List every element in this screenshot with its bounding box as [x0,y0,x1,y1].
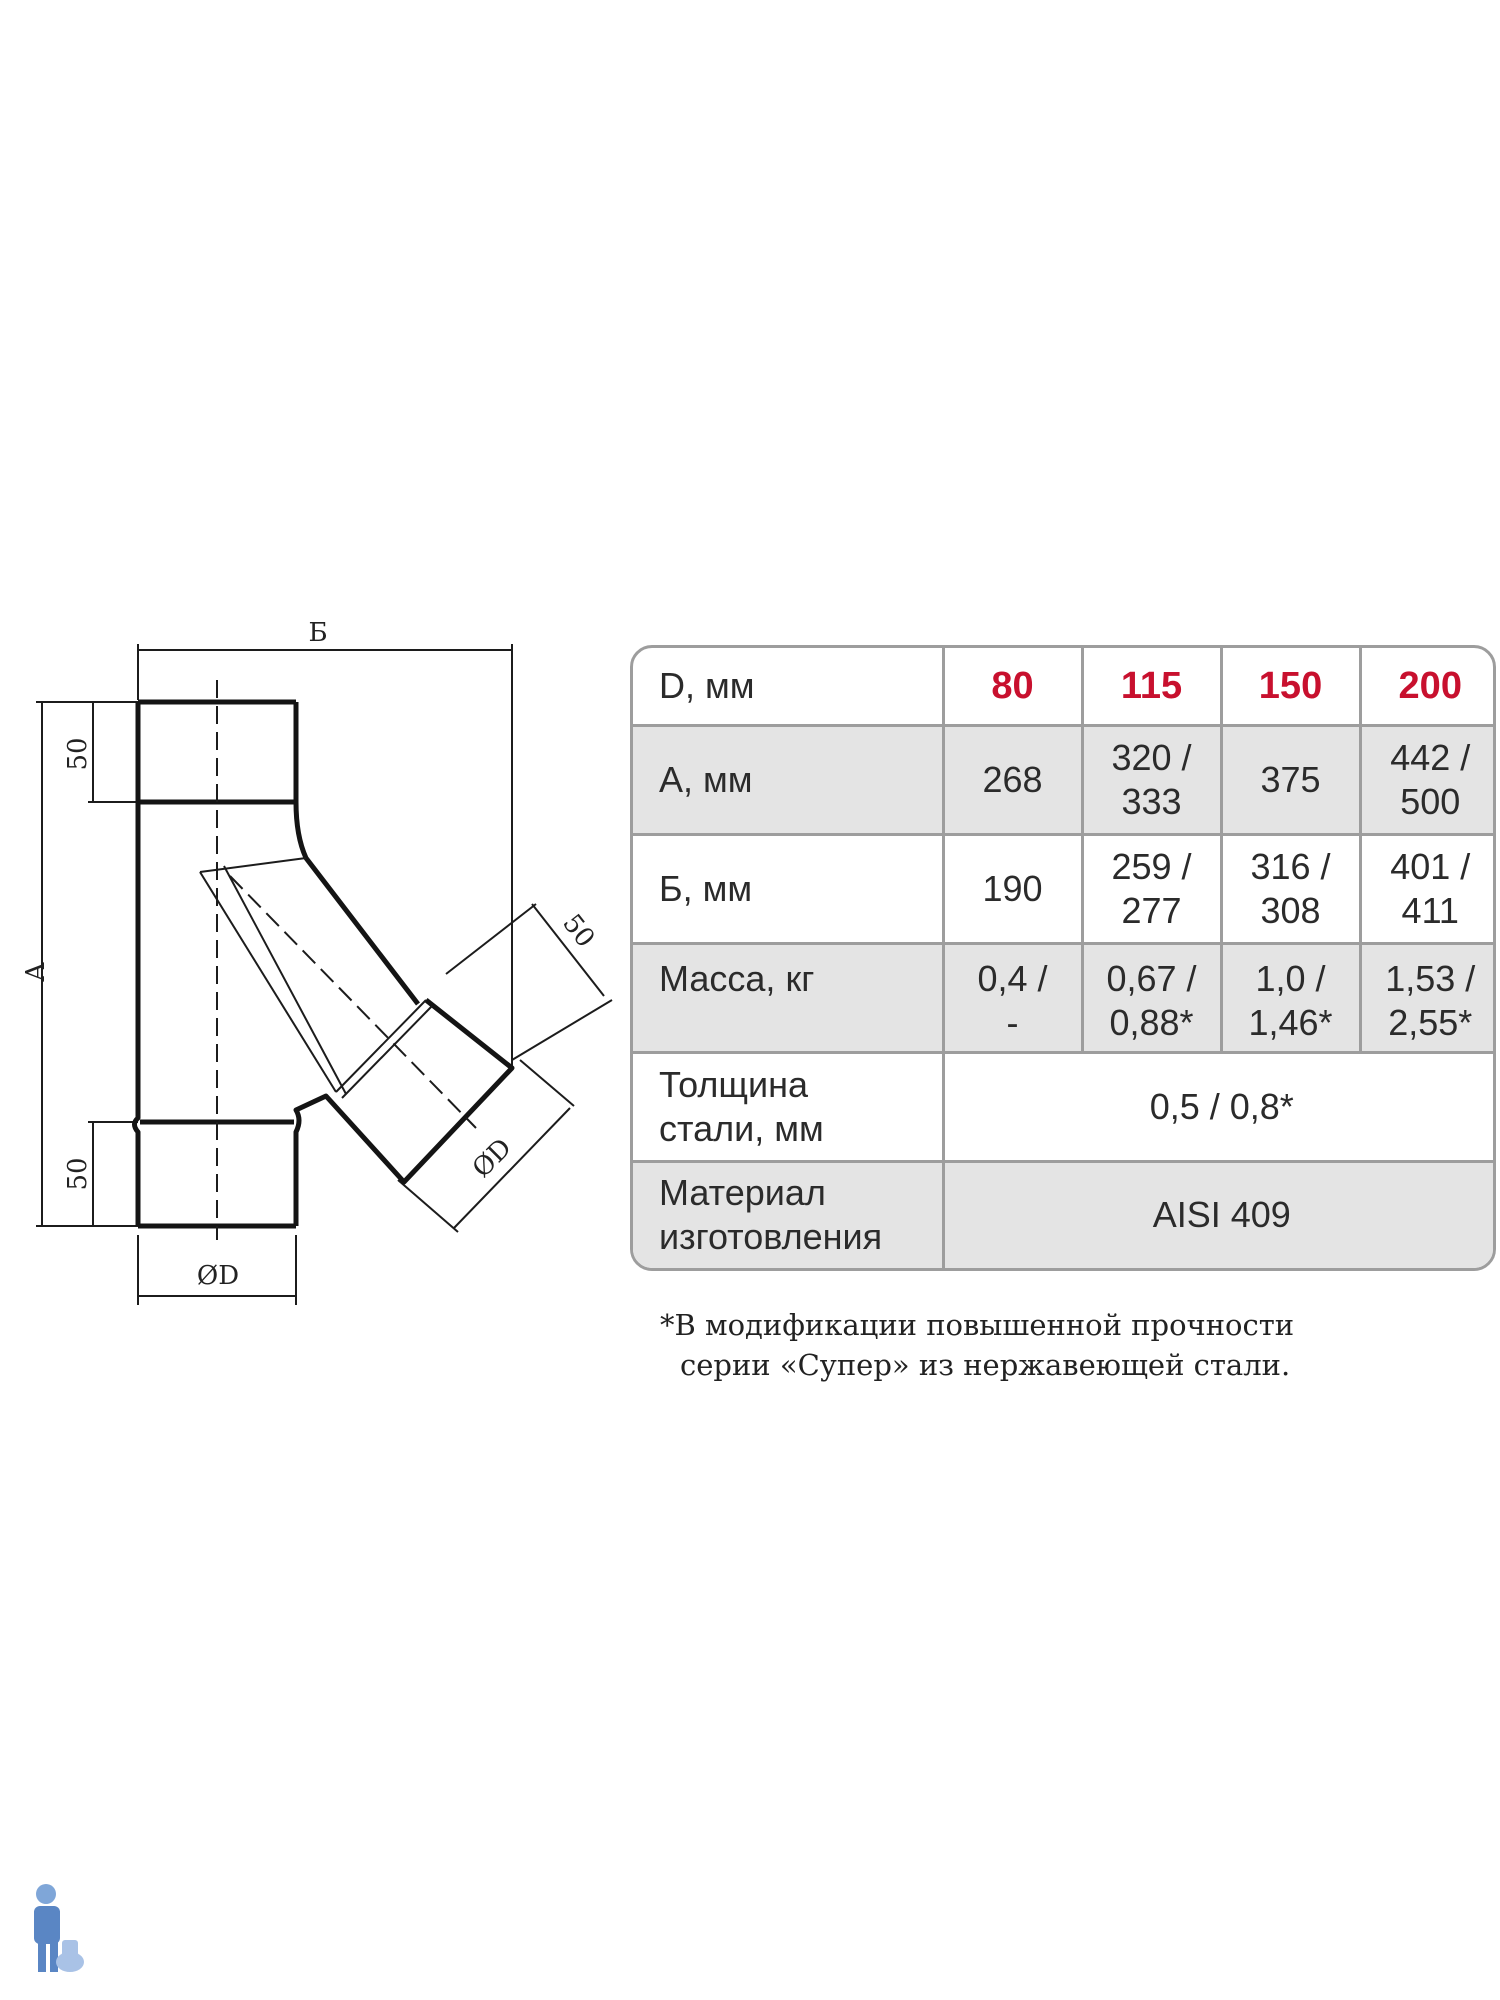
footnote-line-1: *В модификации повышенной прочности [660,1308,1295,1342]
label-branch-socket: 50 [556,908,601,954]
row-label: Материал изготовления [633,1161,943,1268]
table-cell: 375 [1221,725,1360,834]
label-diameter-branch: ØD [466,1132,518,1184]
table-cell: 259 / 277 [1082,834,1221,943]
label-bottom-socket: 50 [63,1157,93,1191]
footnote-line-2: серии «Супер» из нержавеющей стали. [680,1348,1291,1382]
label-width-b: Б [308,618,328,648]
watermark-mark [1468,1890,1494,1990]
header-d150: 150 [1221,648,1360,725]
header-label: D, мм [633,648,943,725]
table-cell: 190 [943,834,1082,943]
label-diameter-bottom: ØD [196,1261,240,1291]
table-header-row [633,648,1496,725]
label-height-a: А [21,962,51,982]
table-cell: 316 / 308 [1221,834,1360,943]
row-label: Б, мм [633,834,943,943]
row-label: А, мм [633,725,943,834]
row-label: Масса, кг [633,943,943,1052]
table-cell: 268 [943,725,1082,834]
header-d200: 200 [1360,648,1496,725]
table-row-b [633,834,1496,943]
table-row-a [633,725,1496,834]
table-cell: 1,53 / 2,55* [1360,943,1496,1052]
row-label: Толщина стали, мм [633,1052,943,1161]
header-d115: 115 [1082,648,1221,725]
table-row-mass [633,943,1496,1052]
table-cell: 401 / 411 [1360,834,1496,943]
spec-table [630,645,1496,1271]
footnote [660,1305,1480,1385]
table-cell: 0,67 / 0,88* [1082,943,1221,1052]
label-top-socket: 50 [63,737,93,771]
table-cell: 1,0 / 1,46* [1221,943,1360,1052]
plumber-mascot-logo-icon [18,1880,88,1990]
table-row-material [633,1161,1496,1268]
table-cell: 320 / 333 [1082,725,1221,834]
table-cell: 442 / 500 [1360,725,1496,834]
table-row-thickness [633,1052,1496,1161]
table-cell-merged: 0,5 / 0,8* [943,1052,1496,1161]
header-d80: 80 [943,648,1082,725]
table-cell-merged: AISI 409 [943,1161,1496,1268]
tee-technical-drawing [0,600,620,1330]
table-cell: 0,4 / - [943,943,1082,1052]
